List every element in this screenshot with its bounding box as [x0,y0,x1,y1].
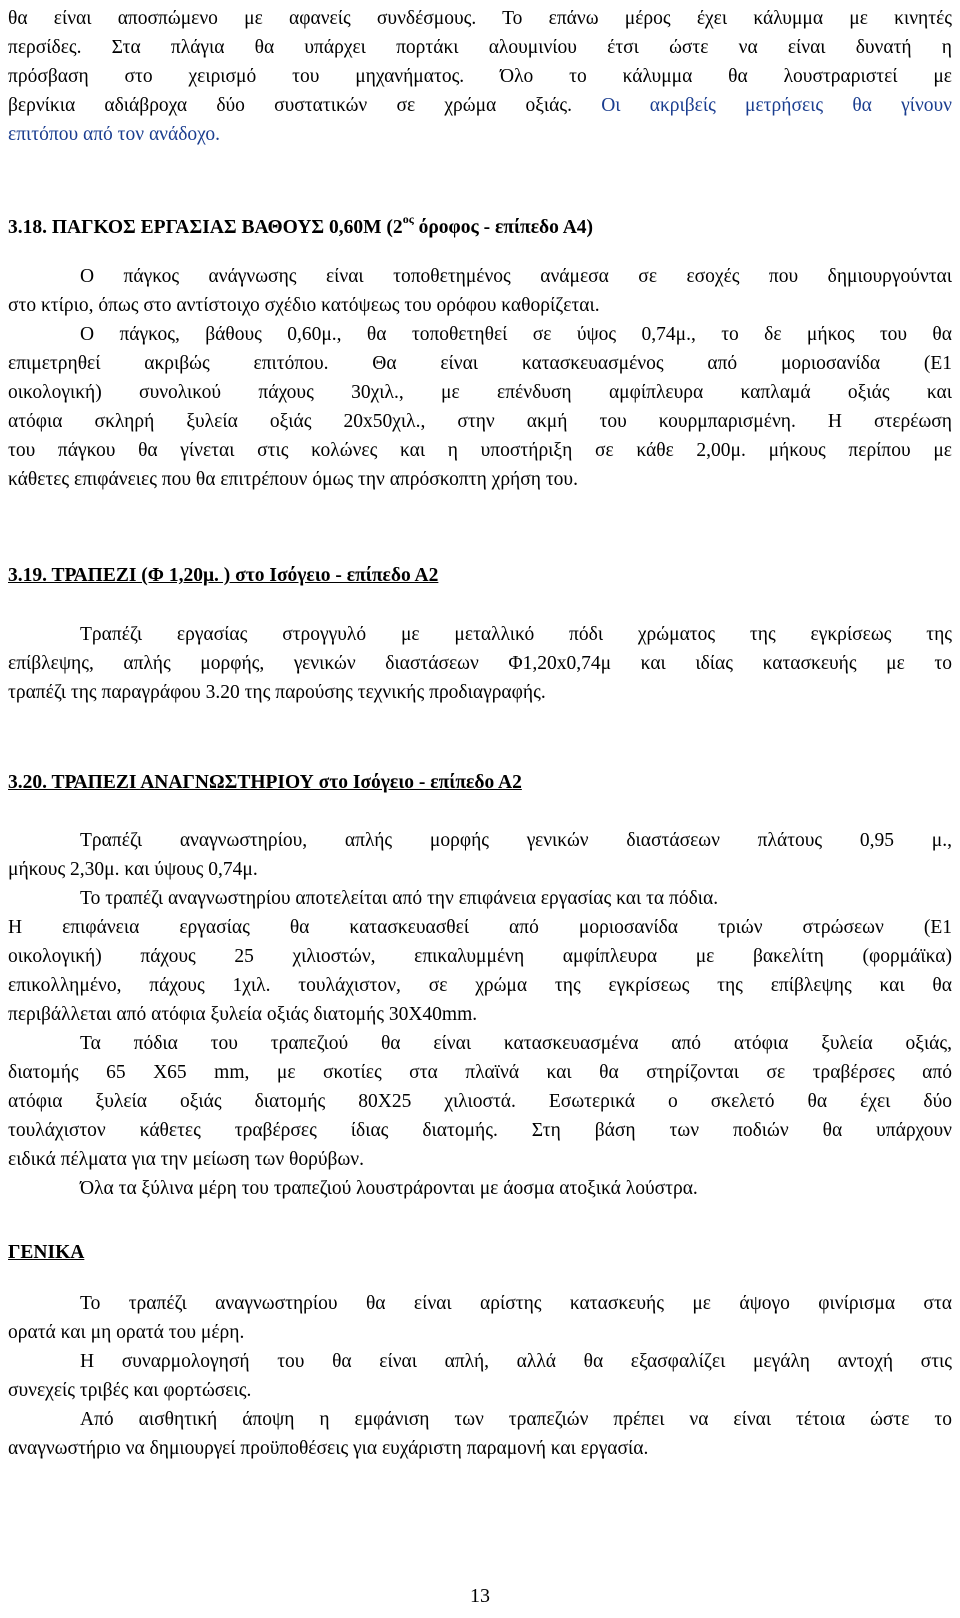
text-line: μήκους 2,30μ. και ύψους 0,74μ. [8,859,258,880]
page-number: 13 [470,1585,490,1607]
text-line: αναγνωστήριο να δημιουργεί προϋποθέσεις για ευχάριστη παραμονή και εργασία. [8,1438,649,1459]
heading-text: 3.19. ΤΡΑΠΕΖΙ (Φ 1,20μ. ) στο Ισόγειο - επίπεδο Α2 [8,565,439,586]
heading-superscript: ος [402,212,414,226]
section-3-20 [8,768,952,797]
heading-text: 3.20. ΤΡΑΠΕΖΙ ΑΝΑΓΝΩΣΤΗΡΙΟΥ στο Ισόγειο - επίπεδο Α2 [8,772,522,793]
text-line: οικολογική) πάχους 25 χιλιοστών, επικαλυμμένη αμφίπλευρα με βακελίτη (φορμάϊκα) [8,946,952,967]
section-3-20-body [8,826,952,1203]
heading-text: 3.18. ΠΑΓΚΟΣ ΕΡΓΑΣΙΑΣ ΒΑΘΟΥΣ 0,60Μ (2 [8,217,403,238]
text-line: ατόφια σκληρή ξυλεία οξιάς 20x50χιλ., στην ακμή του κουρμπαρισμένη. Η στερέωση [8,411,952,432]
text-line: κάθετες επιφάνειες που θα επιτρέπουν όμως την απρόσκοπτη χρήση του. [8,469,578,490]
text-line: ορατά και μη ορατά του μέρη. [8,1322,245,1343]
intro-paragraph [8,4,952,149]
text-span: βερνίκια αδιάβροχα δύο συστατικών σε χρώμα οξιάς. [8,95,572,116]
heading-text: όροφος - επίπεδο Α4) [413,217,594,238]
text-line: Από αισθητική άποψη η εμφάνιση των τραπεζιών πρέπει να είναι τέτοια ώστε το [80,1409,952,1430]
text-line: επιμετρηθεί ακριβώς επιτόπου. Θα είναι κατασκευασμένος από μοριοσανίδα (Ε1 [8,353,952,374]
text-line: πρόσβαση στο χειρισμό του μηχανήματος. Όλο το κάλυμμα θα λουστραριστεί με [8,66,952,87]
text-line: τουλάχιστον κάθετες τραβέρσες ίδιας διατομής. Στη βάση των ποδιών θα υπάρχουν [8,1120,952,1141]
section-general-body [8,1289,952,1463]
text-line: ειδικά πέλματα για την μείωση των θορύβων. [8,1149,364,1170]
text-line: Το τραπέζι αναγνωστηρίου θα είναι αρίστης κατασκευής με άψογο φινίρισμα στα [80,1293,952,1314]
section-3-19-body [8,620,952,707]
highlighted-text: επιτόπου από τον ανάδοχο. [8,124,220,145]
text-line: θα είναι αποσπώμενο με αφανείς συνδέσμους. Το επάνω μέρος έχει κάλυμμα με κινητές [8,8,952,29]
section-heading: ΓΕΝΙΚΑ [8,1242,85,1263]
section-heading [8,768,952,797]
text-line: στο κτίριο, όπως στο αντίστοιχο σχέδιο κατόψεως του ορόφου καθορίζεται. [8,295,600,316]
section-3-18-body [8,262,952,494]
text-line: Όλα τα ξύλινα μέρη του τραπεζιού λουστράρονται με άοσμα ατοξικά λούστρα. [80,1178,698,1199]
text-line: συνεχείς τριβές και φορτώσεις. [8,1380,252,1401]
section-heading [8,561,952,590]
text-line: ατόφια ξυλεία οξιάς διατομής 80Χ25 χιλιοστά. Εσωτερικά ο σκελετό θα έχει δύο [8,1091,952,1112]
text-line: Ο πάγκος ανάγνωσης είναι τοποθετημένος ανάμεσα σε εσοχές που δημιουργούνται [80,266,952,287]
text-line: επίβλεψης, απλής μορφής, γενικών διαστάσεων Φ1,20x0,74μ και ιδίας κατασκευής με το [8,653,952,674]
text-line: διατομής 65 Χ65 mm, με σκοτίες στα πλαϊνά και θα στηρίζονται σε τραβέρσες από [8,1062,952,1083]
text-line: οικολογική) συνολικού πάχους 30χιλ., με επένδυση αμφίπλευρα καπλαμά οξιάς και [8,382,952,403]
text-line: τραπέζι της παραγράφου 3.20 της παρούσης τεχνικής προδιαγραφής. [8,682,546,703]
text-line: επικολλημένο, πάχους 1χιλ. τουλάχιστον, σε χρώμα της εγκρίσεως της επίβλεψης και θα [8,975,952,996]
text-line: Τραπέζι εργασίας στρογγυλό με μεταλλικό πόδι χρώματος της εγκρίσεως της [80,624,952,645]
section-3-19 [8,561,952,590]
text-line: Τα πόδια του τραπεζιού θα είναι κατασκευασμένα από ατόφια ξυλεία οξιάς, [80,1033,952,1054]
section-heading [8,213,952,242]
text-line: Η επιφάνεια εργασίας θα κατασκευασθεί από μοριοσανίδα τριών στρώσεων (Ε1 [8,917,952,938]
text-line: περσίδες. Στα πλάγια θα υπάρχει πορτάκι αλουμινίου έτσι ώστε να είναι δυνατή η [8,37,952,58]
text-line: Τραπέζι αναγνωστηρίου, απλής μορφής γενικών διαστάσεων πλάτους 0,95 μ., [80,830,952,851]
highlighted-text: Οι ακριβείς μετρήσεις θα γίνουν [571,95,952,116]
text-line: Ο πάγκος, βάθους 0,60μ., θα τοποθετηθεί σε ύψος 0,74μ., το δε μήκος του θα [80,324,952,345]
text-line: Η συναρμολογησή του θα είναι απλή, αλλά θα εξασφαλίζει μεγάλη αντοχή στις [80,1351,952,1372]
text-line [8,91,952,120]
text-line: του πάγκου θα γίνεται στις κολώνες και η υποστήριξη σε κάθε 2,00μ. μήκους περίπου με [8,440,952,461]
text-line: περιβάλλεται από ατόφια ξυλεία οξιάς διατομής 30Χ40mm. [8,1004,478,1025]
text-line: Το τραπέζι αναγνωστηρίου αποτελείται από την επιφάνεια εργασίας και τα πόδια. [80,888,719,909]
section-3-18 [8,213,952,242]
section-general [8,1238,952,1267]
